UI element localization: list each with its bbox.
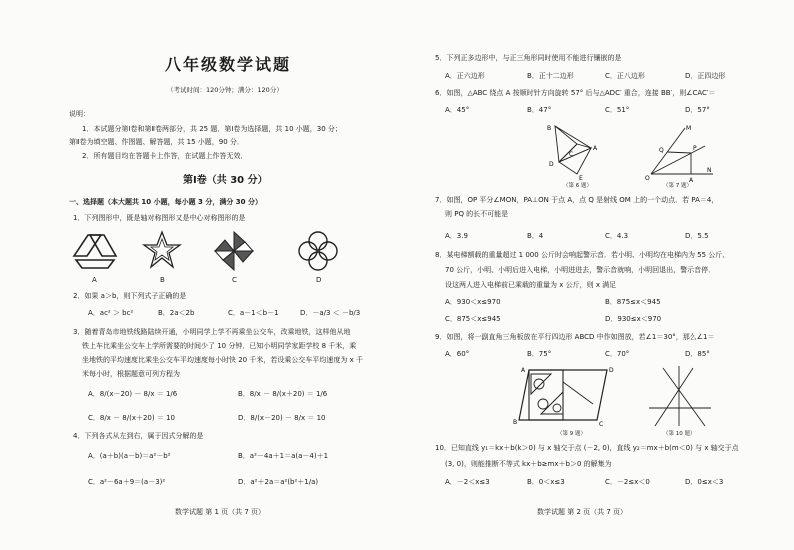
figure-9 xyxy=(513,364,629,428)
figure-6-caption: （第 6 题） xyxy=(563,183,592,189)
explain-label: 说明： xyxy=(69,110,90,118)
q2-option-b: B．2a＜2b xyxy=(158,309,195,317)
q9-option-d: D．85° xyxy=(685,350,710,358)
question-5: 5．下列正多边形中，与正三角形同时使用不能进行镶嵌的是 xyxy=(435,54,622,62)
explain-line-1a: 1．本试题分第Ⅰ卷和第Ⅱ卷两部分，共 25 题．第Ⅰ卷为选择题，共 10 小题，30 分； xyxy=(82,125,342,133)
q6-option-a: A．45° xyxy=(445,106,470,114)
fig9-point-c: C xyxy=(599,421,604,428)
page-1-footer: 数学试题 第 1 页（共 7 页） xyxy=(175,508,266,516)
fig9-point-d: D xyxy=(609,367,614,374)
question-3-line-3: 坐地铁的平均速度比乘坐公交车平均速度每小时快 20 千米，若设乘公交车平均速度为 x 千 xyxy=(82,356,363,364)
q2-option-d: D．－a/3 ＜ －b/3 xyxy=(300,309,361,317)
question-3-line-2: 铁上车比乘坐公交车上学所需要的时间少了 10 分钟．已知小明同学家距学校 8 千米，乘 xyxy=(82,342,357,350)
q5-option-d: D．正四边形 xyxy=(685,72,726,80)
q4-option-d: D．a²＋2a＝a²(b²＋1/a) xyxy=(238,478,319,486)
q3-option-d: D．8/(x－20) － 8/x ＝ 10 xyxy=(238,414,326,422)
fig6-point-c: C xyxy=(569,151,574,158)
q7-option-d: D．5.5 xyxy=(685,232,709,240)
fig6-point-e: E xyxy=(579,175,583,182)
q1-label-a: A xyxy=(92,276,97,284)
q4-option-a: A．(a＋b)(a－b)＝a²－b² xyxy=(88,452,171,460)
q1-figure-a xyxy=(70,232,120,270)
q3-option-c: C．8/x － 8/(x＋20) ＝ 10 xyxy=(88,414,175,422)
question-3-line-4: 米每小时，根据题意可列方程为 xyxy=(82,370,180,378)
q3-option-b: B．8/x － 8/(x＋20) ＝ 1/6 xyxy=(238,390,328,398)
question-6: 6．如图，△ABC 绕点 A 按顺时针方向旋转 57° 后与△ADC′ 重合，连接 BB′，则∠CAC′＝ xyxy=(435,89,716,97)
question-8-line-1: 8．某电梯额载的重量超过 1 000 公斤时会响起警示音．若小明、小明均在电梯内为 55 公斤、 xyxy=(435,251,730,259)
fig6-point-d: D xyxy=(549,161,554,168)
q5-option-a: A．正六边形 xyxy=(445,72,485,80)
fig9-point-a-top: A xyxy=(521,367,526,374)
q6-option-c: C．51° xyxy=(605,106,630,114)
page-2 xyxy=(397,0,794,550)
q2-option-c: C．a－1＜b－1 xyxy=(228,309,279,317)
q10-option-a: A．－2＜x≤3 xyxy=(445,478,490,486)
fig7-point-m: M xyxy=(686,125,692,132)
section-title: 第Ⅰ卷（共 30 分） xyxy=(183,175,268,186)
q5-option-c: C．正八边形 xyxy=(605,72,645,80)
question-10-line-2: (3, 0)，则能推断不等式 kx＋b≥mx＋b＞0 的解集为 xyxy=(445,460,612,468)
question-7-line-1: 7．如图，OP 平分∠MON，PA⊥ON 于点 A，点 Q 是射线 OM 上的一个动点．若 PA＝4， xyxy=(435,196,719,204)
figure-10-caption: （第 10 题） xyxy=(663,431,696,437)
page-2-footer: 数学试题 第 2 页（共 7 页） xyxy=(537,508,628,516)
q8-option-b: B．875≤x＜945 xyxy=(605,298,661,306)
question-10-line-1: 10．已知直线 y₁＝kx＋b(k＞0) 与 x 轴交于点 (－2, 0)，直线 y₂＝mx＋b(m＜0) 与 x 轴交于点 xyxy=(435,444,739,452)
figure-7 xyxy=(645,124,715,184)
q6-option-d: D．57° xyxy=(685,106,710,114)
question-3-line-1: 3．随着青岛市地铁线路陆续开通，小明同学上学不再乘坐公交车，改乘地铁，这样他从地 xyxy=(73,328,351,336)
fig7-point-a: A xyxy=(689,177,694,184)
q3-option-a: A．8/(x－20) － 8/x ＝ 1/6 xyxy=(88,390,178,398)
q10-option-b: B．0＜x≤3 xyxy=(527,478,565,486)
figure-7-caption: （第 7 题） xyxy=(663,183,692,189)
q1-label-d: D xyxy=(316,276,322,284)
figure-10 xyxy=(645,364,715,428)
q2-option-a: A．ac² ＞ bc² xyxy=(88,309,134,317)
q8-option-c: C．875＜x≤945 xyxy=(445,315,501,323)
figure-9-caption: （第 9 题） xyxy=(557,431,586,437)
question-7-line-2: 则 PQ 的长不可能是 xyxy=(445,210,509,218)
fig7-point-q: Q xyxy=(659,147,664,154)
q1-label-b: B xyxy=(160,276,165,284)
q8-option-a: A．930＜x≤970 xyxy=(445,298,501,306)
question-4: 4．下列各式从左到右，属于因式分解的是 xyxy=(73,432,204,440)
fig7-point-n: N xyxy=(707,167,712,174)
question-8-line-3: 设这两人进入电梯前已乘载的重量为 x 公斤，则 x 满足 xyxy=(445,281,617,289)
q1-figure-b xyxy=(142,230,182,270)
fig7-point-p: P xyxy=(693,145,697,152)
question-8-line-2: 70 公斤，小明、小明后进入电梯，小明进进去，警示音就响，小明回退出，警示音停． xyxy=(445,266,716,274)
exam-subtitle: （考试时间：120分钟；满分：120分） xyxy=(167,86,283,94)
question-2: 2．如果 a＞b，则下列式子正确的是 xyxy=(73,292,187,300)
q1-label-c: C xyxy=(232,276,237,284)
q4-option-c: C．a²－6a＋9＝(a－3)² xyxy=(88,478,166,486)
q9-option-c: C．70° xyxy=(605,350,630,358)
q10-option-d: D．0≤x＜3 xyxy=(685,478,724,486)
exam-title: 八年级数学试题 xyxy=(165,55,292,74)
q7-option-c: C．4.3 xyxy=(605,232,629,240)
q5-option-b: B．正十二边形 xyxy=(527,72,574,80)
question-1: 1．下列图形中，既是轴对称图形又是中心对称图形的是 xyxy=(73,214,246,222)
figure-6 xyxy=(547,122,607,184)
q7-option-b: B．4 xyxy=(527,232,544,240)
fig9-point-b: B xyxy=(513,419,518,426)
fig6-point-a: A xyxy=(593,145,598,152)
q10-option-c: C．－2≤x＜0 xyxy=(605,478,650,486)
explain-line-2: 2．所有题目均在答题卡上作答，在试题上作答无效． xyxy=(82,152,248,160)
q7-option-a: A．3.9 xyxy=(445,232,468,240)
q9-option-a: A．60° xyxy=(445,350,470,358)
fig7-point-o: O xyxy=(645,175,650,182)
q6-option-b: B．47° xyxy=(527,106,552,114)
part1-heading: 一、选择题（本大题共 10 小题，每小题 3 分，满分 30 分） xyxy=(69,198,262,206)
explain-line-1b: 第Ⅱ卷为填空题、作图题、解答题，共 15 小题，90 分． xyxy=(69,138,244,146)
q1-figure-c xyxy=(212,230,256,272)
q4-option-b: B．a²－4a＋1＝a(a－4)＋1 xyxy=(238,452,329,460)
q8-option-d: D．930≤x＜970 xyxy=(605,315,662,323)
q9-option-b: B．75° xyxy=(527,350,552,358)
q1-figure-d xyxy=(297,230,339,272)
fig6-point-b: B xyxy=(547,125,552,132)
question-9: 9．如图，将一副直角三角板放在平行四边形 ABCD 中作如图放，若∠1＝30°，那么∠1＝ xyxy=(435,333,715,341)
